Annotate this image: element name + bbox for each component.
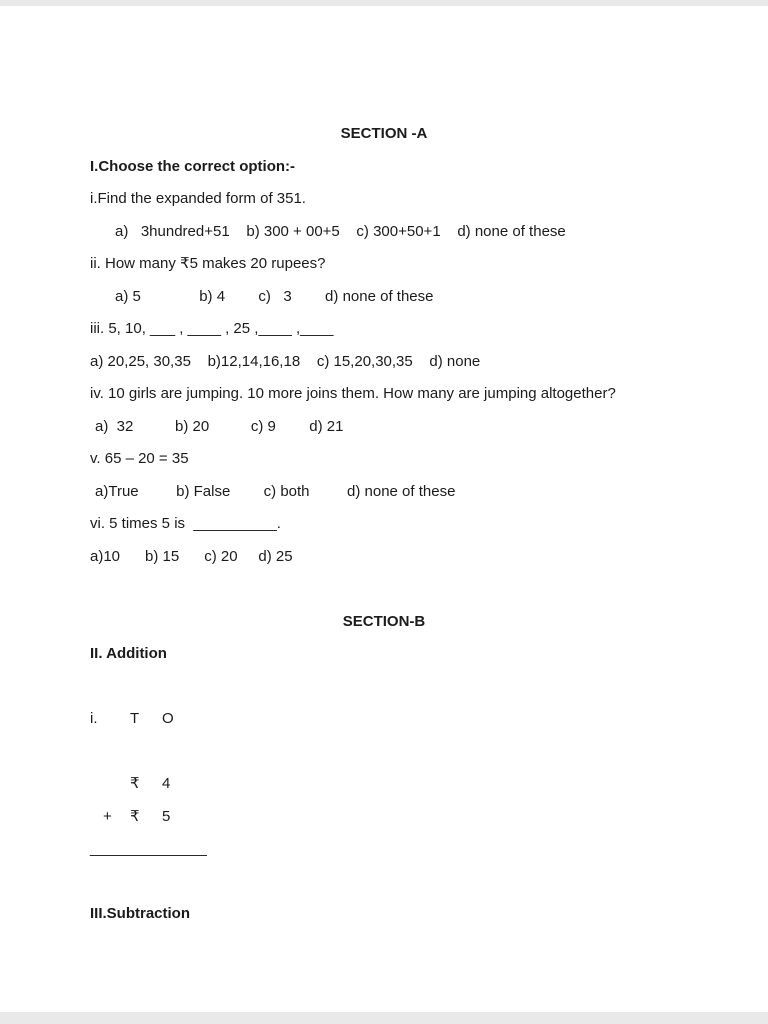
row2-digit: 5 bbox=[162, 807, 171, 825]
ones-column-header: O bbox=[162, 710, 174, 727]
addition-column-header-row bbox=[90, 703, 678, 736]
addition-row-2 bbox=[90, 801, 678, 834]
addition-item-label: i. bbox=[90, 710, 98, 727]
question-ii-options: a) 5 b) 4 c) 3 d) none of these bbox=[115, 287, 434, 305]
blank-line bbox=[90, 573, 678, 606]
row1-digit: 4 bbox=[162, 775, 171, 792]
blank-line bbox=[90, 736, 678, 769]
question-v-options: a)True b) False c) both d) none of these bbox=[95, 482, 456, 500]
plus-sign: + bbox=[103, 807, 112, 825]
blank-line bbox=[90, 866, 678, 899]
blank-line bbox=[90, 671, 678, 704]
question-v-text: v. 65 – 20 = 35 bbox=[90, 450, 189, 467]
subtraction-heading: III.Subtraction bbox=[90, 905, 191, 922]
question-vi-options: a)10 b) 15 c) 20 d) 25 bbox=[90, 547, 293, 565]
answer-line: ______________ bbox=[90, 840, 207, 857]
question-i-options: a) 3hundred+51 b) 300 + 00+5 c) 300+50+1 d) none of these bbox=[115, 222, 566, 240]
question-iv-options: a) 32 b) 20 c) 9 d) 21 bbox=[95, 417, 344, 435]
question-i-text: i.Find the expanded form of 351. bbox=[90, 190, 306, 207]
question-iii-text: iii. 5, 10, ___ , ____ , 25 ,____ ,____ bbox=[90, 320, 334, 337]
question-ii-text: ii. How many ₹5 makes 20 rupees? bbox=[90, 255, 326, 272]
section-a-title: SECTION -A bbox=[340, 125, 428, 142]
tens-column-header: T bbox=[130, 710, 140, 727]
question-iii-options: a) 20,25, 30,35 b)12,14,16,18 c) 15,20,30,35 d) none bbox=[90, 352, 481, 370]
rupee-symbol: ₹ bbox=[130, 775, 140, 792]
question-vi-text: vi. 5 times 5 is __________. bbox=[90, 515, 281, 532]
addition-heading: II. Addition bbox=[90, 645, 167, 662]
rupee-symbol: ₹ bbox=[130, 807, 140, 825]
section-b-title: SECTION-B bbox=[342, 612, 426, 630]
addition-row-1 bbox=[90, 768, 678, 801]
question-iv-text: iv. 10 girls are jumping. 10 more joins them. How many are jumping altogether? bbox=[90, 385, 616, 402]
section-a-instruction: I.Choose the correct option:- bbox=[90, 157, 296, 175]
